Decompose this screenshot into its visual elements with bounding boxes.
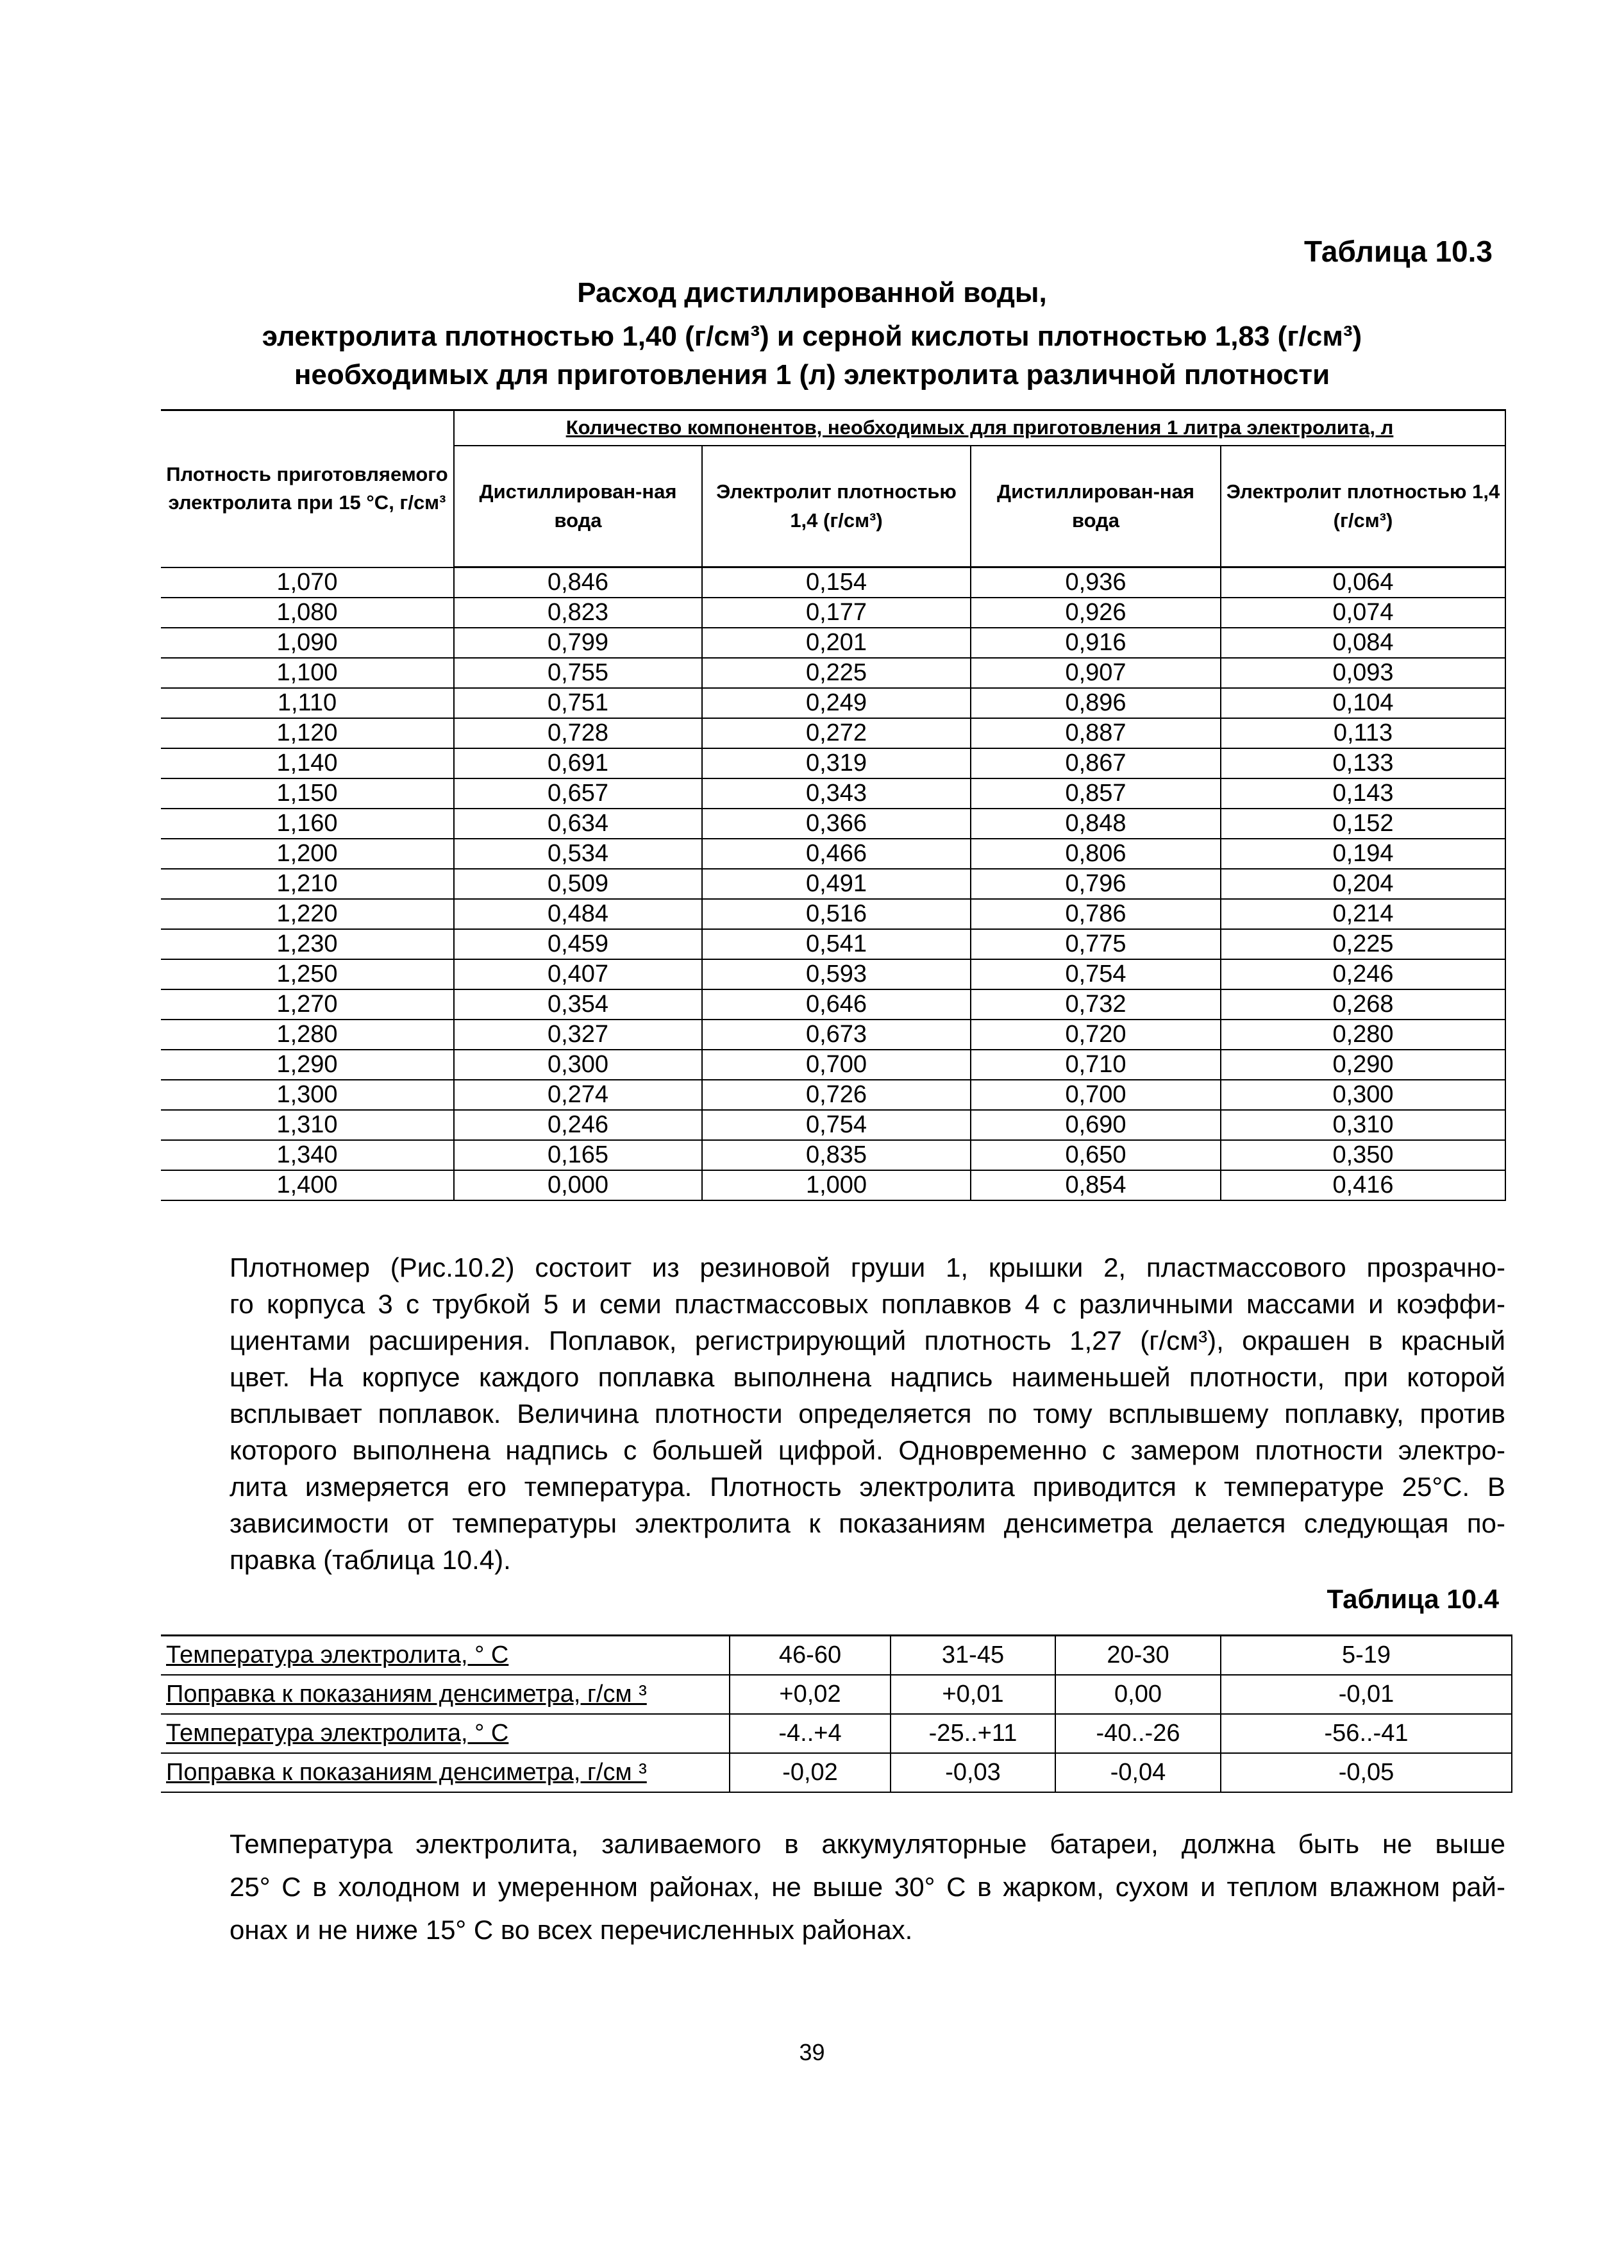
table-row bbox=[161, 929, 1505, 959]
table-row bbox=[161, 1140, 1505, 1170]
table-cell: 0,926 bbox=[971, 598, 1221, 628]
table-cell: 0,350 bbox=[1221, 1140, 1505, 1170]
table-cell: 1,400 bbox=[161, 1170, 454, 1200]
table-row bbox=[161, 1020, 1505, 1050]
table-cell: 0,691 bbox=[454, 748, 702, 778]
table-cell: 0,887 bbox=[971, 718, 1221, 748]
paragraph-temperature bbox=[230, 1822, 1505, 1951]
table-cell: 1,150 bbox=[161, 778, 454, 809]
table-cell: 0,000 bbox=[454, 1170, 702, 1200]
table-cell: 0,343 bbox=[702, 778, 971, 809]
table-cell: 0,310 bbox=[1221, 1110, 1505, 1140]
correction-table bbox=[161, 1634, 1512, 1793]
table-row bbox=[161, 598, 1505, 628]
table-cell: 1,280 bbox=[161, 1020, 454, 1050]
table-cell: 0,516 bbox=[702, 899, 971, 929]
table-cell: 0,907 bbox=[971, 658, 1221, 688]
table-cell: 0,290 bbox=[1221, 1050, 1505, 1080]
table-row bbox=[161, 1080, 1505, 1110]
table-cell: 0,634 bbox=[454, 809, 702, 839]
row-label: Поправка к показаниям денсиметра, г/см ³ bbox=[161, 1753, 730, 1792]
table-cell: -0,01 bbox=[1221, 1675, 1512, 1714]
table-cell: 0,710 bbox=[971, 1050, 1221, 1080]
table-cell: 0,835 bbox=[702, 1140, 971, 1170]
paragraph-line: циентами расширения. Поплавок, регистрирующий плотность 1,27 (г/см³), окрашен в красный bbox=[230, 1325, 1505, 1356]
table-cell: 0,416 bbox=[1221, 1170, 1505, 1200]
table-cell: 0,646 bbox=[702, 989, 971, 1020]
row-label: Температура электролита, ° С bbox=[161, 1714, 730, 1753]
table-cell: 0,867 bbox=[971, 748, 1221, 778]
table-cell: 1,310 bbox=[161, 1110, 454, 1140]
table-cell: 0,534 bbox=[454, 839, 702, 869]
table-cell: 0,509 bbox=[454, 869, 702, 899]
table-cell: 0,726 bbox=[702, 1080, 971, 1110]
row-label: Температура электролита, ° С bbox=[161, 1636, 730, 1676]
table-cell: +0,01 bbox=[891, 1675, 1055, 1714]
table-cell: 0,732 bbox=[971, 989, 1221, 1020]
table-cell: 0,268 bbox=[1221, 989, 1505, 1020]
table-cell: 0,690 bbox=[971, 1110, 1221, 1140]
table-row bbox=[161, 628, 1505, 658]
table-row bbox=[161, 839, 1505, 869]
table-cell: 1,070 bbox=[161, 567, 454, 598]
table-cell: 0,775 bbox=[971, 929, 1221, 959]
table-cell: 1,220 bbox=[161, 899, 454, 929]
table-cell: 0,214 bbox=[1221, 899, 1505, 929]
table-cell: 0,407 bbox=[454, 959, 702, 989]
table-cell: 0,366 bbox=[702, 809, 971, 839]
table-cell: 0,201 bbox=[702, 628, 971, 658]
table-cell: 1,080 bbox=[161, 598, 454, 628]
table-cell: 0,848 bbox=[971, 809, 1221, 839]
table-cell: 1,110 bbox=[161, 688, 454, 718]
paragraph-densimeter bbox=[230, 1249, 1505, 1578]
table-row bbox=[161, 1675, 1512, 1714]
table-cell: 0,823 bbox=[454, 598, 702, 628]
table-cell: -0,03 bbox=[891, 1753, 1055, 1792]
table-cell: -0,05 bbox=[1221, 1753, 1512, 1792]
table-cell: 1,300 bbox=[161, 1080, 454, 1110]
table-cell: 0,165 bbox=[454, 1140, 702, 1170]
table-cell: 0,916 bbox=[971, 628, 1221, 658]
table-cell: 20-30 bbox=[1055, 1636, 1221, 1676]
table-cell: 0,751 bbox=[454, 688, 702, 718]
table-title-line-3: необходимых для приготовления 1 (л) электролита различной плотности bbox=[294, 359, 1330, 391]
table-row bbox=[161, 1110, 1505, 1140]
table-cell: 0,225 bbox=[1221, 929, 1505, 959]
header-water-2: Дистиллирован-ная вода bbox=[971, 446, 1221, 567]
table-row bbox=[161, 989, 1505, 1020]
table-row bbox=[161, 658, 1505, 688]
table-cell: 1,160 bbox=[161, 809, 454, 839]
table-cell: 0,084 bbox=[1221, 628, 1505, 658]
header-electrolyte-1: Электролит плотностью 1,4 (г/см³) bbox=[702, 446, 971, 567]
table-cell: 0,225 bbox=[702, 658, 971, 688]
table-cell: 1,230 bbox=[161, 929, 454, 959]
table-cell: 1,090 bbox=[161, 628, 454, 658]
table-cell: 0,806 bbox=[971, 839, 1221, 869]
table-cell: 0,272 bbox=[702, 718, 971, 748]
paragraph-line: правка (таблица 10.4). bbox=[230, 1545, 511, 1575]
paragraph-line: зависимости от температуры электролита к показаниям денсиметра делается следующая по- bbox=[230, 1508, 1505, 1538]
table-row bbox=[161, 567, 1505, 598]
table-cell: 0,484 bbox=[454, 899, 702, 929]
table-cell: 0,300 bbox=[454, 1050, 702, 1080]
table-cell: 0,857 bbox=[971, 778, 1221, 809]
table-cell: 0,280 bbox=[1221, 1020, 1505, 1050]
table-cell: 0,113 bbox=[1221, 718, 1505, 748]
table-cell: 0,936 bbox=[971, 567, 1221, 598]
table-cell: 46-60 bbox=[730, 1636, 891, 1676]
table-cell: 0,319 bbox=[702, 748, 971, 778]
paragraph-line: 25° С в холодном и умеренном районах, не выше 30° С в жарком, сухом и теплом влажном рай- bbox=[230, 1872, 1505, 1902]
table-cell: 1,340 bbox=[161, 1140, 454, 1170]
table-cell: 1,290 bbox=[161, 1050, 454, 1080]
table-cell: +0,02 bbox=[730, 1675, 891, 1714]
table-row bbox=[161, 778, 1505, 809]
row-label: Поправка к показаниям денсиметра, г/см ³ bbox=[161, 1675, 730, 1714]
table-cell: 1,200 bbox=[161, 839, 454, 869]
table-cell: 0,00 bbox=[1055, 1675, 1221, 1714]
paragraph-line: цвет. На корпусе каждого поплавка выполнена надпись наименьшей плотности, при которой bbox=[230, 1362, 1505, 1392]
table-cell: 0,064 bbox=[1221, 567, 1505, 598]
table-cell: 0,104 bbox=[1221, 688, 1505, 718]
table-cell: 0,274 bbox=[454, 1080, 702, 1110]
table-cell: 0,728 bbox=[454, 718, 702, 748]
table-row bbox=[161, 809, 1505, 839]
table-cell: 0,074 bbox=[1221, 598, 1505, 628]
table-cell: -0,04 bbox=[1055, 1753, 1221, 1792]
table-cell: 0,133 bbox=[1221, 748, 1505, 778]
table-row bbox=[161, 718, 1505, 748]
table-row bbox=[161, 1170, 1505, 1200]
header-density: Плотность приготовляемого электролита при 15 °С, г/см³ bbox=[161, 410, 454, 567]
table-cell: 0,327 bbox=[454, 1020, 702, 1050]
paragraph-line: всплывает поплавок. Величина плотности определяется по тому всплывшему поплавку, против bbox=[230, 1399, 1505, 1429]
table-cell: 0,896 bbox=[971, 688, 1221, 718]
table-cell: 0,246 bbox=[1221, 959, 1505, 989]
table-cell: 0,657 bbox=[454, 778, 702, 809]
paragraph-line: го корпуса 3 с трубкой 5 и семи пластмассовых поплавков 4 с различными массами и коэффи- bbox=[230, 1289, 1505, 1319]
table-row bbox=[161, 1636, 1512, 1676]
table-cell: 5-19 bbox=[1221, 1636, 1512, 1676]
table-row bbox=[161, 959, 1505, 989]
table-cell: 0,459 bbox=[454, 929, 702, 959]
table-cell: 0,755 bbox=[454, 658, 702, 688]
table-cell: 31-45 bbox=[891, 1636, 1055, 1676]
header-water-1: Дистиллирован-ная вода bbox=[454, 446, 702, 567]
table-row bbox=[161, 748, 1505, 778]
table-cell: 0,154 bbox=[702, 567, 971, 598]
paragraph-line: Температура электролита, заливаемого в аккумуляторные батареи, должна быть не выше bbox=[230, 1829, 1505, 1859]
paragraph-line: которого выполнена надпись с большей цифрой. Одновременно с замером плотности электро- bbox=[230, 1435, 1505, 1465]
table-row bbox=[161, 899, 1505, 929]
table-cell: 0,152 bbox=[1221, 809, 1505, 839]
table-title-line-2: электролита плотностью 1,40 (г/см³) и серной кислоты плотностью 1,83 (г/см³) bbox=[262, 321, 1362, 352]
table-cell: -25..+11 bbox=[891, 1714, 1055, 1753]
table-cell: 0,854 bbox=[971, 1170, 1221, 1200]
table-cell: -4..+4 bbox=[730, 1714, 891, 1753]
table-row bbox=[161, 1753, 1512, 1792]
paragraph-line: Плотномер (Рис.10.2) состоит из резиновой груши 1, крышки 2, пластмассового прозрачно- bbox=[230, 1252, 1505, 1282]
page-number: 39 bbox=[799, 2039, 825, 2065]
table-cell: 0,799 bbox=[454, 628, 702, 658]
table-cell: 0,650 bbox=[971, 1140, 1221, 1170]
table-cell: 0,846 bbox=[454, 567, 702, 598]
table-cell: 1,000 bbox=[702, 1170, 971, 1200]
header-group: Количество компонентов, необходимых для приготовления 1 литра электролита, л bbox=[454, 410, 1505, 446]
table-cell: 0,246 bbox=[454, 1110, 702, 1140]
header-electrolyte-2: Электролит плотностью 1,4 (г/см³) bbox=[1221, 446, 1505, 567]
table-cell: 0,177 bbox=[702, 598, 971, 628]
table-cell: 1,250 bbox=[161, 959, 454, 989]
table-row bbox=[161, 1714, 1512, 1753]
table-cell: 0,720 bbox=[971, 1020, 1221, 1050]
table-cell: -56..-41 bbox=[1221, 1714, 1512, 1753]
table-cell: -40..-26 bbox=[1055, 1714, 1221, 1753]
table-cell: 0,093 bbox=[1221, 658, 1505, 688]
table-cell: 0,194 bbox=[1221, 839, 1505, 869]
table-cell: 0,466 bbox=[702, 839, 971, 869]
table-cell: 0,249 bbox=[702, 688, 971, 718]
paragraph-line: онах и не ниже 15° С во всех перечисленных районах. bbox=[230, 1915, 913, 1945]
table-cell: 0,491 bbox=[702, 869, 971, 899]
table-cell: 1,120 bbox=[161, 718, 454, 748]
table-cell: 0,796 bbox=[971, 869, 1221, 899]
table-row bbox=[161, 869, 1505, 899]
table-cell: 0,673 bbox=[702, 1020, 971, 1050]
table-10-3-label: Таблица 10.3 bbox=[1303, 235, 1493, 268]
paragraph-line: лита измеряется его температура. Плотность электролита приводится к температуре 25°С. В bbox=[230, 1472, 1505, 1502]
table-cell: -0,02 bbox=[730, 1753, 891, 1792]
table-cell: 1,270 bbox=[161, 989, 454, 1020]
table-row bbox=[161, 688, 1505, 718]
table-cell: 0,354 bbox=[454, 989, 702, 1020]
table-body bbox=[161, 567, 1505, 1201]
table-cell: 1,100 bbox=[161, 658, 454, 688]
table-cell: 0,300 bbox=[1221, 1080, 1505, 1110]
table-10-4-label: Таблица 10.4 bbox=[1327, 1584, 1499, 1614]
table-cell: 0,541 bbox=[702, 929, 971, 959]
table-cell: 0,593 bbox=[702, 959, 971, 989]
table-cell: 0,700 bbox=[702, 1050, 971, 1080]
table-cell: 0,754 bbox=[702, 1110, 971, 1140]
table-cell: 0,204 bbox=[1221, 869, 1505, 899]
table-cell: 1,210 bbox=[161, 869, 454, 899]
table-cell: 0,143 bbox=[1221, 778, 1505, 809]
table-cell: 0,700 bbox=[971, 1080, 1221, 1110]
electrolyte-table bbox=[161, 409, 1506, 1201]
table-row bbox=[161, 1050, 1505, 1080]
table-cell: 0,786 bbox=[971, 899, 1221, 929]
table-cell: 0,754 bbox=[971, 959, 1221, 989]
table-title-line-1: Расход дистиллированной воды, bbox=[577, 277, 1047, 308]
table-cell: 1,140 bbox=[161, 748, 454, 778]
